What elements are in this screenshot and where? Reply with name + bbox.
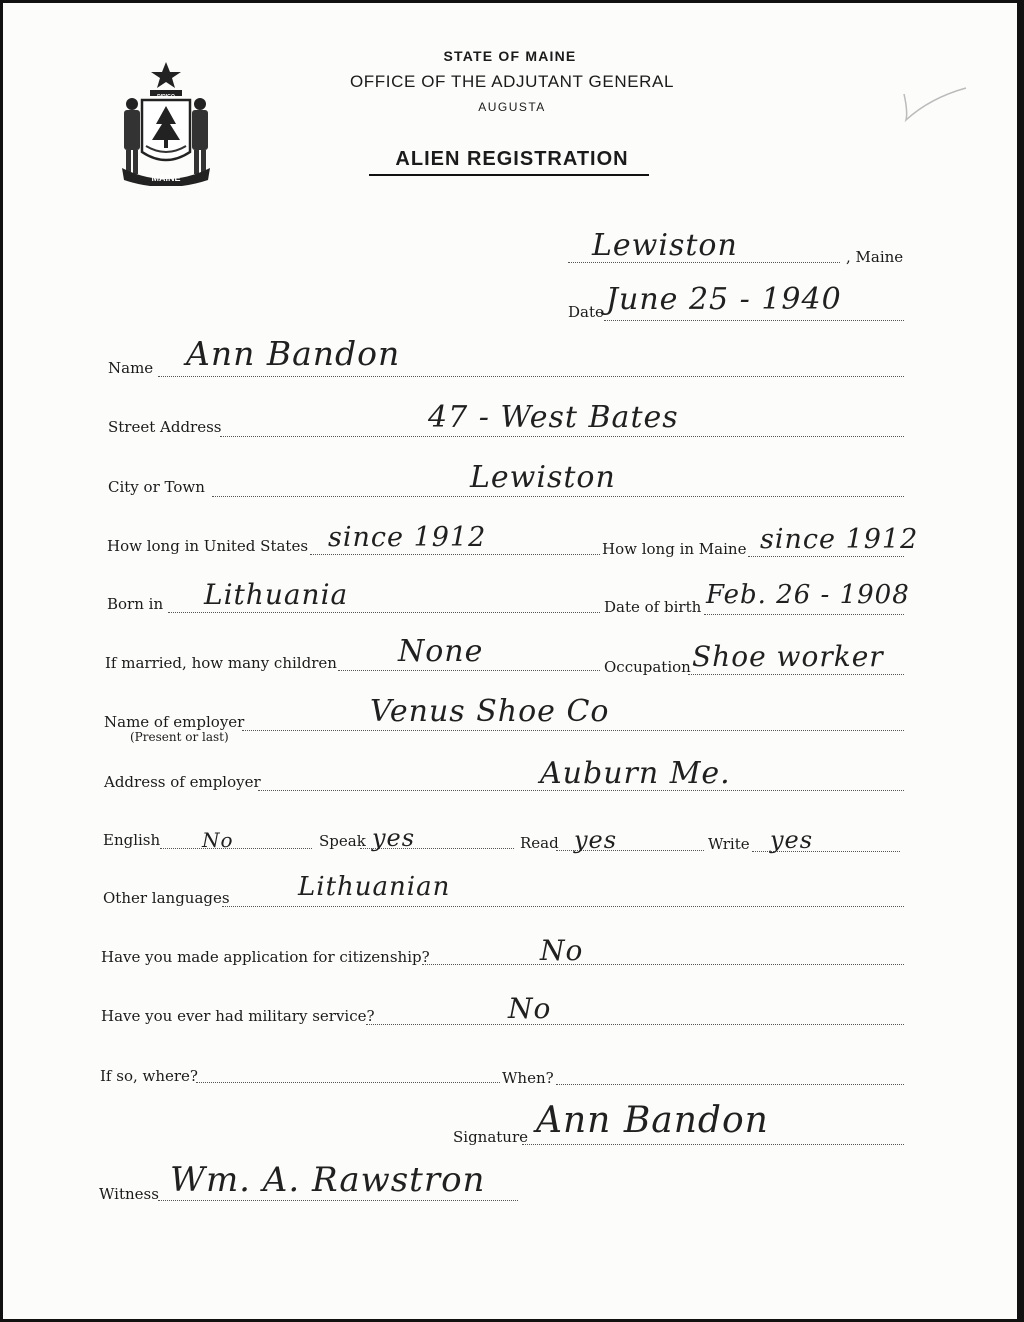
occupation-line [688, 674, 904, 675]
employer-line [242, 730, 904, 731]
city-label: City or Town [108, 478, 205, 496]
name-label: Name [108, 359, 154, 377]
children-value: None [398, 634, 484, 669]
signature-value: Ann Bandon [536, 1100, 769, 1141]
citizenship-line [422, 964, 904, 965]
date-label: Date [568, 303, 604, 321]
witness-label: Witness [99, 1185, 159, 1203]
how-long-us-label: How long in United States [107, 537, 309, 555]
employer-value: Venus Shoe Co [370, 694, 610, 729]
military-line [366, 1024, 904, 1025]
name-line [158, 376, 904, 377]
signature-label: Signature [453, 1128, 529, 1146]
other-languages-label: Other languages [103, 889, 230, 907]
read-value: yes [574, 826, 618, 854]
witness-line [158, 1200, 518, 1201]
form-title: ALIEN REGISTRATION [395, 148, 629, 170]
children-label: If married, how many children [105, 654, 337, 672]
born-in-line [168, 612, 600, 613]
date-line [604, 320, 904, 321]
place-suffix: , Maine [846, 248, 904, 266]
where-line [196, 1082, 500, 1083]
military-label: Have you ever had military service? [101, 1007, 375, 1025]
city-heading: AUGUSTA [478, 100, 546, 114]
other-languages-line [222, 906, 904, 907]
speak-label: Speak [319, 832, 366, 850]
occupation-value: Shoe worker [692, 640, 884, 673]
english-label: English [103, 831, 161, 849]
children-line [338, 670, 600, 671]
check-mark-icon [900, 84, 970, 124]
street-label: Street Address [108, 418, 222, 436]
english-value: No [202, 828, 234, 852]
write-label: Write [708, 835, 750, 853]
employer-label: Name of employer [104, 713, 245, 731]
street-line [220, 436, 904, 437]
write-value: yes [770, 826, 814, 854]
how-long-us-value: since 1912 [328, 522, 487, 553]
place-town-value: Lewiston [592, 228, 738, 263]
citizenship-label: Have you made application for citizenship? [101, 948, 430, 966]
when-line [556, 1084, 904, 1085]
occupation-label: Occupation [604, 658, 691, 676]
employer-address-value: Auburn Me. [540, 756, 731, 791]
city-line [212, 496, 904, 497]
seal-motto: DIRIGO [157, 94, 175, 100]
seal-text: MAINE [151, 173, 181, 183]
office-heading: OFFICE OF THE ADJUTANT GENERAL [349, 72, 675, 91]
where-label: If so, where? [100, 1067, 198, 1085]
how-long-maine-label: How long in Maine [602, 540, 747, 558]
military-value: No [508, 992, 552, 1025]
employer-address-label: Address of employer [104, 773, 261, 791]
born-in-value: Lithuania [204, 578, 349, 611]
citizenship-value: No [540, 934, 584, 967]
date-of-birth-value: Feb. 26 - 1908 [706, 580, 910, 610]
date-of-birth-label: Date of birth [604, 598, 702, 616]
state-heading: STATE OF MAINE [443, 48, 577, 64]
city-value: Lewiston [470, 460, 616, 495]
date-of-birth-line [704, 614, 904, 615]
born-in-label: Born in [107, 595, 164, 613]
witness-value: Wm. A. Rawstron [170, 1160, 486, 1200]
name-value: Ann Bandon [186, 334, 401, 373]
english-line [160, 848, 312, 849]
speak-value: yes [372, 824, 416, 852]
read-label: Read [520, 834, 559, 852]
signature-line [522, 1144, 904, 1145]
employer-sublabel: (Present or last) [130, 730, 229, 744]
when-label: When? [502, 1069, 554, 1087]
how-long-maine-value: since 1912 [760, 524, 919, 555]
title-underline [369, 174, 649, 176]
how-long-us-line [310, 554, 600, 555]
date-value: June 25 - 1940 [606, 282, 842, 317]
how-long-maine-line [748, 556, 904, 557]
other-languages-value: Lithuanian [298, 872, 451, 902]
street-value: 47 - West Bates [428, 400, 679, 435]
